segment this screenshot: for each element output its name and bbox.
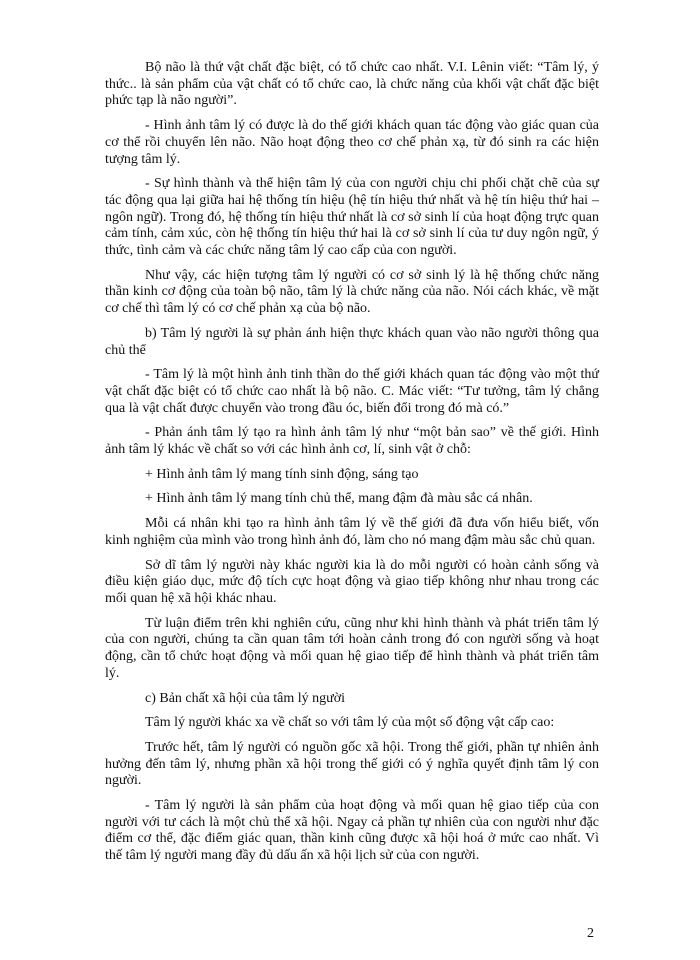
paragraph: - Tâm lý người là sản phẩm của hoạt động và mối quan hệ giao tiếp của con người với tư cách là một chủ thể xã hội. Ngay cả phần tự nhiên của con người như đặc điểm cơ thể, đặc điểm giác quan, thần kinh cũng được xã hội hoá ở mức cao nhất. Vì thế tâm lý người mang đầy đủ dấu ấn xã hội lịch sử của con người. xyxy=(105,798,599,864)
paragraph: - Sự hình thành và thể hiện tâm lý của con người chịu chi phối chặt chẽ của sự tác động qua lại giữa hai hệ thống tín hiệu (hệ tín hiệu thứ nhất và hệ tín hiệu thứ hai – ngôn ngữ). Trong đó, hệ thống tín hiệu thứ nhất là cơ sở sinh lí của hoạt động trực quan cảm tính, cảm xúc, còn hệ thống tín hiệu thứ hai là cơ sở sinh lí của tư duy ngôn ngữ, ý thức, tình cảm và các chức năng tâm lý cao cấp của con người. xyxy=(105,176,599,259)
paragraph: - Phản ánh tâm lý tạo ra hình ảnh tâm lý như “một bản sao” về thế giới. Hình ảnh tâm lý khác về chất so với các hình ảnh cơ, lí, sinh vật ở chỗ: xyxy=(105,425,599,458)
page-number: 2 xyxy=(587,926,594,941)
paragraph: Tâm lý người khác xa về chất so với tâm lý của một số động vật cấp cao: xyxy=(145,715,555,731)
paragraph: Bộ não là thứ vật chất đặc biệt, có tổ chức cao nhất. V.I. Lênin viết: “Tâm lý, ý thức.. là sản phẩm của vật chất có tổ chức cao, là chức năng của khối vật chất đặc biệt phức tạp là não người”. xyxy=(105,60,599,109)
document-body xyxy=(105,60,599,873)
paragraph: Trước hết, tâm lý người có nguồn gốc xã hội. Trong thế giới, phần tự nhiên ảnh hưởng đến tâm lý, nhưng phần xã hội trong thế giới có ý nghĩa quyết định tâm lý con người. xyxy=(105,739,599,789)
paragraph: - Tâm lý là một hình ảnh tinh thần do thế giới khách quan tác động vào một thứ vật chất đặc biệt có tổ chức cao nhất là bộ não. C. Mác viết: “Tư tưởng, tâm lý chẳng qua là vật chất được chuyển vào trong đầu óc, biến đổi trong đó mà có.” xyxy=(105,367,599,416)
paragraph: Mỗi cá nhân khi tạo ra hình ảnh tâm lý về thế giới đã đưa vốn hiểu biết, vốn kinh nghiệm của mình vào trong hình ảnh đó, làm cho nó mang đậm màu sắc chủ quan. xyxy=(105,516,599,548)
paragraph: Từ luận điểm trên khi nghiên cứu, cũng như khi hình thành và phát triển tâm lý của con người, chúng ta cần quan tâm tới hoàn cảnh trong đó con người sống và hoạt động, cần tổ chức hoạt động và mối quan hệ giao tiếp để hình thành và phát triển tâm lý. xyxy=(105,615,599,681)
section-heading-c: c) Bản chất xã hội của tâm lý người xyxy=(145,690,346,706)
list-item: + Hình ảnh tâm lý mang tính sinh động, sáng tạo xyxy=(145,466,419,482)
paragraph: - Hình ảnh tâm lý có được là do thế giới khách quan tác động vào giác quan của cơ thể rồi chuyển lên não. Não hoạt động theo cơ chế phản xạ, từ đó sinh ra các hiện tượng tâm lý. xyxy=(105,118,599,167)
paragraph: Sở dĩ tâm lý người này khác người kia là do mỗi người có hoàn cảnh sống và điều kiện giáo dục, mức độ tích cực hoạt động và giao tiếp không như nhau trong các mối quan hệ xã hội khác nhau. xyxy=(105,557,599,606)
paragraph: Như vậy, các hiện tượng tâm lý người có cơ sở sinh lý là hệ thống chức năng thần kinh cơ động của toàn bộ não, tâm lý là chức năng của não. Nói cách khác, về mặt cơ chế thì tâm lý có cơ chế phản xạ của bộ não. xyxy=(105,267,599,317)
list-item: + Hình ảnh tâm lý mang tính chủ thể, mang đậm đà màu sắc cá nhân. xyxy=(145,491,533,507)
section-heading-b: b) Tâm lý người là sự phản ánh hiện thực khách quan vào não người thông qua chủ thể xyxy=(105,325,599,358)
